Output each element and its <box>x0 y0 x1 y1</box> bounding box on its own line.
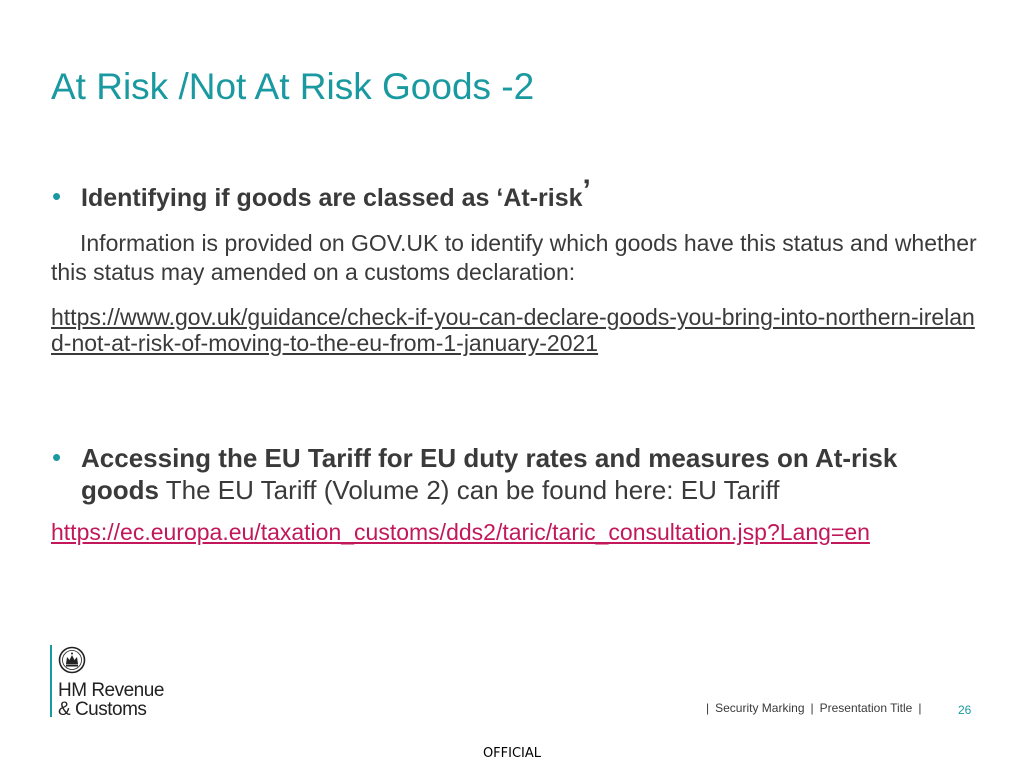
logo-text-line2: & Customs <box>58 699 147 720</box>
footer-separator: | <box>810 701 814 715</box>
presentation-title: Presentation Title <box>819 701 913 715</box>
govuk-guidance-link[interactable]: https://www.gov.uk/guidance/check-if-you-can-declare-goods-you-bring-into-northern-ireland-not-at-risk-of-moving-to-the-eu-from-1-january-2021 <box>51 304 975 356</box>
bullet2-normal-text: The EU Tariff (Volume 2) can be found here: EU Tariff <box>159 475 780 505</box>
classification-label: OFFICIAL <box>482 746 542 761</box>
bullet2-bold-text: Accessing the EU Tariff for EU duty rates and measures on At-risk goods <box>81 443 898 505</box>
security-marking: Security Marking <box>715 701 805 715</box>
eu-tariff-link[interactable]: https://ec.europa.eu/taxation_customs/dds2/taric/taric_consultation.jsp?Lang=en <box>51 519 870 545</box>
footer-separator: | <box>706 701 710 715</box>
bullet-dot: • <box>52 442 62 472</box>
bullet1-paragraph-text: Information is provided on GOV.UK to identify which goods have this status and whether this status may amended on a customs declaration: <box>51 230 977 285</box>
logo-text-line1: HM Revenue <box>58 680 164 701</box>
bullet2-text <box>81 442 951 506</box>
crown-crest-icon <box>58 646 86 674</box>
slide-title: At Risk /Not At Risk Goods -2 <box>51 66 535 107</box>
footer <box>700 701 927 715</box>
bullet1-heading-text: Identifying if goods are classed as ‘At-risk <box>81 184 583 212</box>
page-number: 26 <box>958 703 972 717</box>
footer-separator: | <box>918 701 922 715</box>
bullet-dot: • <box>52 181 62 211</box>
bullet1-heading <box>81 174 591 214</box>
bullet1-paragraph <box>51 229 981 287</box>
logo-bar <box>50 645 52 717</box>
hmrc-logo <box>50 645 190 720</box>
bullet1-heading-quote: ’ <box>582 174 591 207</box>
